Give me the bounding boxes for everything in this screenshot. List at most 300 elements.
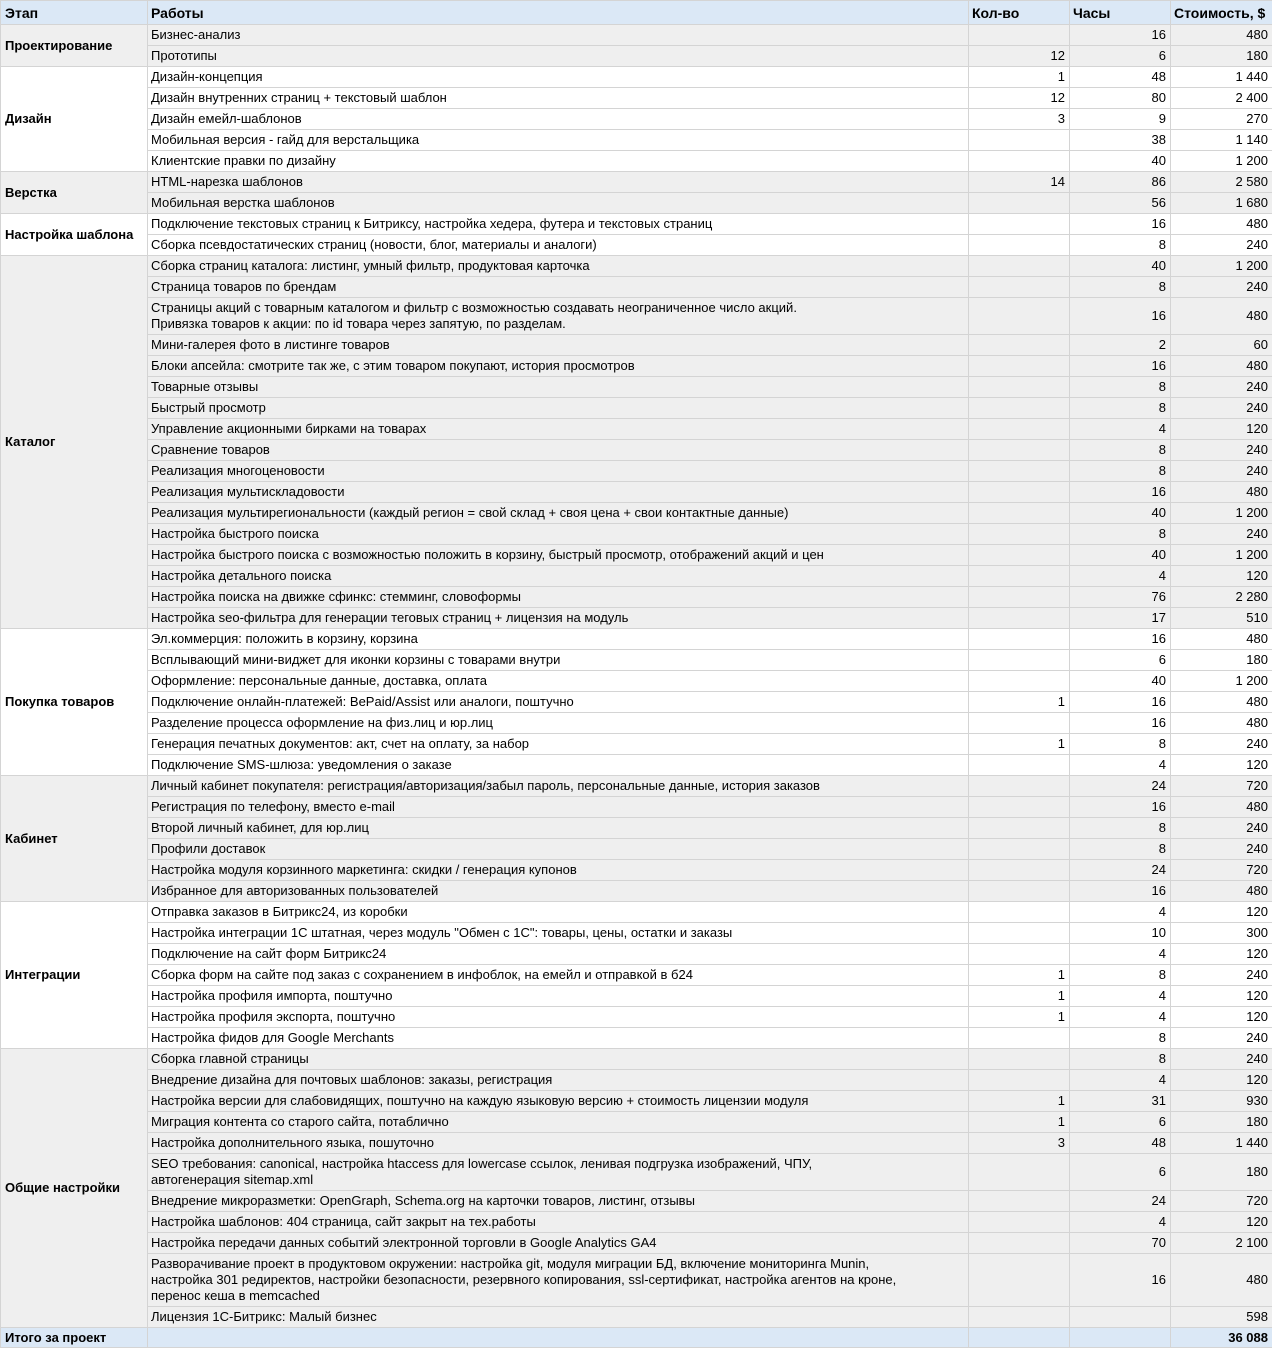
hours-cell: 6 (1070, 650, 1171, 671)
hours-cell: 4 (1070, 1212, 1171, 1233)
qty-cell (969, 881, 1070, 902)
cost-cell: 240 (1171, 277, 1272, 298)
table-row (1, 46, 1272, 67)
hours-cell: 40 (1070, 545, 1171, 566)
qty-cell (969, 545, 1070, 566)
table-row (1, 713, 1272, 734)
cost-cell: 120 (1171, 986, 1272, 1007)
work-cell: Товарные отзывы (148, 377, 969, 398)
hours-cell: 8 (1070, 235, 1171, 256)
table-row (1, 1254, 1272, 1307)
hours-cell: 16 (1070, 214, 1171, 235)
total-value: 36 088 (1171, 1328, 1272, 1348)
cost-cell: 480 (1171, 214, 1272, 235)
header-hours: Часы (1070, 1, 1171, 25)
cost-cell: 120 (1171, 1212, 1272, 1233)
work-cell: Сборка форм на сайте под заказ с сохранением в инфоблок, на емейл и отправкой в б24 (148, 965, 969, 986)
qty-cell: 1 (969, 67, 1070, 88)
table-row (1, 629, 1272, 650)
cost-cell: 1 440 (1171, 67, 1272, 88)
hours-cell: 24 (1070, 776, 1171, 797)
work-cell: Мобильная верстка шаблонов (148, 193, 969, 214)
table-row (1, 440, 1272, 461)
work-cell: SEO требования: canonical, настройка htaccess для lowercase ссылок, ленивая подгрузка изображений, ЧПУ, автогенерация sitemap.xml (148, 1154, 969, 1191)
table-row (1, 524, 1272, 545)
qty-cell: 3 (969, 1133, 1070, 1154)
work-cell: Второй личный кабинет, для юр.лиц (148, 818, 969, 839)
work-cell: Генерация печатных документов: акт, счет на оплату, за набор (148, 734, 969, 755)
table-row (1, 944, 1272, 965)
qty-cell (969, 1154, 1070, 1191)
cost-cell: 2 100 (1171, 1233, 1272, 1254)
cost-cell: 120 (1171, 755, 1272, 776)
table-row (1, 776, 1272, 797)
work-cell: Разворачивание проект в продуктовом окружении: настройка git, модуля миграции БД, включение мониторинга Munin, настройка 301 редиректов, настройки безопасности, резервного копирования, ssl-сертификат, настройка агентов на кроне, перенос кеша в memcached (148, 1254, 969, 1307)
cost-cell: 480 (1171, 629, 1272, 650)
hours-cell: 4 (1070, 1070, 1171, 1091)
qty-cell (969, 440, 1070, 461)
cost-cell: 720 (1171, 1191, 1272, 1212)
table-body (1, 25, 1272, 1328)
work-cell: Бизнес-анализ (148, 25, 969, 46)
table-row (1, 587, 1272, 608)
cost-cell: 240 (1171, 461, 1272, 482)
cost-cell: 1 200 (1171, 256, 1272, 277)
hours-cell: 4 (1070, 986, 1171, 1007)
table-row (1, 130, 1272, 151)
stage-cell: Каталог (1, 256, 148, 629)
hours-cell: 86 (1070, 172, 1171, 193)
table-row (1, 88, 1272, 109)
hours-cell: 4 (1070, 1007, 1171, 1028)
qty-cell (969, 1028, 1070, 1049)
qty-cell (969, 482, 1070, 503)
hours-cell: 40 (1070, 503, 1171, 524)
total-empty-qty (969, 1328, 1070, 1348)
stage-cell: Покупка товаров (1, 629, 148, 776)
hours-cell: 4 (1070, 566, 1171, 587)
hours-cell: 2 (1070, 335, 1171, 356)
table-row (1, 1091, 1272, 1112)
header-qty: Кол-во (969, 1, 1070, 25)
cost-cell: 240 (1171, 965, 1272, 986)
work-cell: Дизайн-концепция (148, 67, 969, 88)
table-row (1, 671, 1272, 692)
table-row (1, 298, 1272, 335)
qty-cell: 1 (969, 986, 1070, 1007)
qty-cell: 1 (969, 1007, 1070, 1028)
hours-cell: 4 (1070, 902, 1171, 923)
work-cell: Дизайн внутренних страниц + текстовый шаблон (148, 88, 969, 109)
hours-cell: 6 (1070, 1154, 1171, 1191)
hours-cell: 8 (1070, 440, 1171, 461)
hours-cell: 4 (1070, 944, 1171, 965)
cost-cell: 270 (1171, 109, 1272, 130)
qty-cell (969, 713, 1070, 734)
hours-cell (1070, 1307, 1171, 1328)
header-work: Работы (148, 1, 969, 25)
hours-cell: 48 (1070, 1133, 1171, 1154)
hours-cell: 16 (1070, 629, 1171, 650)
work-cell: Реализация мультирегиональности (каждый регион = свой склад + своя цена + свои контактные данные) (148, 503, 969, 524)
work-cell: Прототипы (148, 46, 969, 67)
hours-cell: 16 (1070, 692, 1171, 713)
qty-cell (969, 839, 1070, 860)
cost-cell: 480 (1171, 25, 1272, 46)
qty-cell (969, 130, 1070, 151)
hours-cell: 8 (1070, 524, 1171, 545)
table-row (1, 692, 1272, 713)
hours-cell: 16 (1070, 356, 1171, 377)
work-cell: Внедрение дизайна для почтовых шаблонов: заказы, регистрация (148, 1070, 969, 1091)
cost-cell: 180 (1171, 650, 1272, 671)
total-empty-work (148, 1328, 969, 1348)
cost-cell: 480 (1171, 298, 1272, 335)
qty-cell: 1 (969, 734, 1070, 755)
cost-cell: 120 (1171, 1007, 1272, 1028)
qty-cell (969, 335, 1070, 356)
table-row (1, 256, 1272, 277)
cost-cell: 2 280 (1171, 587, 1272, 608)
cost-cell: 1 200 (1171, 671, 1272, 692)
cost-cell: 300 (1171, 923, 1272, 944)
table-row (1, 482, 1272, 503)
hours-cell: 8 (1070, 398, 1171, 419)
work-cell: Настройка фидов для Google Merchants (148, 1028, 969, 1049)
hours-cell: 9 (1070, 109, 1171, 130)
table-row (1, 965, 1272, 986)
qty-cell (969, 377, 1070, 398)
work-cell: Настройка версии для слабовидящих, поштучно на каждую языковую версию + стоимость лицензии модуля (148, 1091, 969, 1112)
work-cell: Настройка передачи данных событий электронной торговли в Google Analytics GA4 (148, 1233, 969, 1254)
stage-cell: Общие настройки (1, 1049, 148, 1328)
work-cell: Сборка псевдостатических страниц (новости, блог, материалы и аналоги) (148, 235, 969, 256)
table-row (1, 755, 1272, 776)
cost-cell: 1 200 (1171, 545, 1272, 566)
qty-cell (969, 235, 1070, 256)
work-cell: Настройка профиля экспорта, поштучно (148, 1007, 969, 1028)
table-row (1, 151, 1272, 172)
work-cell: Сборка главной страницы (148, 1049, 969, 1070)
table-row (1, 503, 1272, 524)
qty-cell (969, 25, 1070, 46)
qty-cell (969, 902, 1070, 923)
table-row (1, 1154, 1272, 1191)
cost-cell: 60 (1171, 335, 1272, 356)
qty-cell (969, 151, 1070, 172)
table-row (1, 1028, 1272, 1049)
hours-cell: 16 (1070, 25, 1171, 46)
hours-cell: 4 (1070, 419, 1171, 440)
work-cell: Быстрый просмотр (148, 398, 969, 419)
work-cell: Настройка модуля корзинного маркетинга: скидки / генерация купонов (148, 860, 969, 881)
cost-cell: 480 (1171, 797, 1272, 818)
hours-cell: 8 (1070, 839, 1171, 860)
qty-cell (969, 566, 1070, 587)
hours-cell: 76 (1070, 587, 1171, 608)
work-cell: Настройка интеграции 1С штатная, через модуль "Обмен с 1С": товары, цены, остатки и заказы (148, 923, 969, 944)
cost-cell: 480 (1171, 713, 1272, 734)
work-cell: Реализация многоценовости (148, 461, 969, 482)
table-row (1, 986, 1272, 1007)
stage-cell: Кабинет (1, 776, 148, 902)
cost-cell: 2 580 (1171, 172, 1272, 193)
header-cost: Стоимость, $ (1171, 1, 1272, 25)
qty-cell (969, 860, 1070, 881)
cost-cell: 1 200 (1171, 503, 1272, 524)
work-cell: Блоки апсейла: смотрите так же, с этим товаром покупают, история просмотров (148, 356, 969, 377)
table-row (1, 1307, 1272, 1328)
cost-cell: 120 (1171, 902, 1272, 923)
cost-cell: 120 (1171, 566, 1272, 587)
work-cell: Клиентские правки по дизайну (148, 151, 969, 172)
cost-cell: 240 (1171, 839, 1272, 860)
cost-cell: 510 (1171, 608, 1272, 629)
hours-cell: 31 (1070, 1091, 1171, 1112)
work-cell: Миграция контента со старого сайта, потаблично (148, 1112, 969, 1133)
qty-cell (969, 461, 1070, 482)
work-cell: Настройка быстрого поиска с возможностью положить в корзину, быстрый просмотр, отображений акций и цен (148, 545, 969, 566)
hours-cell: 16 (1070, 482, 1171, 503)
qty-cell (969, 1254, 1070, 1307)
table-row (1, 923, 1272, 944)
cost-cell: 1 200 (1171, 151, 1272, 172)
hours-cell: 4 (1070, 755, 1171, 776)
qty-cell (969, 776, 1070, 797)
table-row (1, 860, 1272, 881)
hours-cell: 17 (1070, 608, 1171, 629)
work-cell: Внедрение микроразметки: OpenGraph, Schema.org на карточки товаров, листинг, отзывы (148, 1191, 969, 1212)
work-cell: Настройка поиска на движке сфинкс: стемминг, словоформы (148, 587, 969, 608)
cost-cell: 240 (1171, 1028, 1272, 1049)
qty-cell (969, 923, 1070, 944)
hours-cell: 6 (1070, 1112, 1171, 1133)
qty-cell: 1 (969, 1112, 1070, 1133)
hours-cell: 8 (1070, 1028, 1171, 1049)
work-cell: Дизайн емейл-шаблонов (148, 109, 969, 130)
qty-cell (969, 1233, 1070, 1254)
qty-cell (969, 608, 1070, 629)
qty-cell (969, 1049, 1070, 1070)
cost-cell: 480 (1171, 692, 1272, 713)
table-row (1, 277, 1272, 298)
cost-cell: 930 (1171, 1091, 1272, 1112)
stage-cell: Верстка (1, 172, 148, 214)
hours-cell: 8 (1070, 818, 1171, 839)
work-cell: HTML-нарезка шаблонов (148, 172, 969, 193)
hours-cell: 16 (1070, 713, 1171, 734)
work-cell: Страница товаров по брендам (148, 277, 969, 298)
work-cell: Подключение на сайт форм Битрикс24 (148, 944, 969, 965)
cost-cell: 480 (1171, 356, 1272, 377)
table-row (1, 650, 1272, 671)
cost-cell: 180 (1171, 46, 1272, 67)
cost-cell: 1 140 (1171, 130, 1272, 151)
table-row (1, 818, 1272, 839)
total-label: Итого за проект (1, 1328, 148, 1348)
header-row (1, 1, 1272, 25)
qty-cell (969, 419, 1070, 440)
table-row (1, 1133, 1272, 1154)
stage-cell: Интеграции (1, 902, 148, 1049)
stage-cell: Дизайн (1, 67, 148, 172)
qty-cell (969, 1307, 1070, 1328)
cost-cell: 120 (1171, 1070, 1272, 1091)
qty-cell (969, 214, 1070, 235)
table-row (1, 193, 1272, 214)
work-cell: Настройка дополнительного языка, пошуточно (148, 1133, 969, 1154)
table-row (1, 335, 1272, 356)
table-row (1, 172, 1272, 193)
table-row (1, 1112, 1272, 1133)
hours-cell: 8 (1070, 734, 1171, 755)
work-cell: Отправка заказов в Битрикс24, из коробки (148, 902, 969, 923)
table-row (1, 109, 1272, 130)
cost-cell: 720 (1171, 776, 1272, 797)
hours-cell: 8 (1070, 1049, 1171, 1070)
hours-cell: 80 (1070, 88, 1171, 109)
qty-cell: 12 (969, 46, 1070, 67)
work-cell: Мини-галерея фото в листинге товаров (148, 335, 969, 356)
qty-cell: 1 (969, 1091, 1070, 1112)
cost-cell: 240 (1171, 235, 1272, 256)
table-row (1, 734, 1272, 755)
work-cell: Разделение процесса оформление на физ.лиц и юр.лиц (148, 713, 969, 734)
table-row (1, 902, 1272, 923)
table-row (1, 839, 1272, 860)
qty-cell (969, 1212, 1070, 1233)
qty-cell (969, 944, 1070, 965)
hours-cell: 16 (1070, 881, 1171, 902)
table-row (1, 608, 1272, 629)
qty-cell (969, 1070, 1070, 1091)
work-cell: Избранное для авторизованных пользователей (148, 881, 969, 902)
cost-cell: 240 (1171, 1049, 1272, 1070)
total-empty-hours (1070, 1328, 1171, 1348)
work-cell: Профили доставок (148, 839, 969, 860)
stage-cell: Настройка шаблона (1, 214, 148, 256)
hours-cell: 70 (1070, 1233, 1171, 1254)
work-cell: Регистрация по телефону, вместо e-mail (148, 797, 969, 818)
cost-cell: 720 (1171, 860, 1272, 881)
hours-cell: 24 (1070, 1191, 1171, 1212)
qty-cell (969, 256, 1070, 277)
work-cell: Эл.коммерция: положить в корзину, корзина (148, 629, 969, 650)
table-row (1, 1049, 1272, 1070)
hours-cell: 8 (1070, 277, 1171, 298)
cost-cell: 180 (1171, 1112, 1272, 1133)
work-cell: Реализация мультискладовости (148, 482, 969, 503)
cost-cell: 240 (1171, 734, 1272, 755)
qty-cell (969, 797, 1070, 818)
work-cell: Оформление: персональные данные, доставка, оплата (148, 671, 969, 692)
work-cell: Сборка страниц каталога: листинг, умный фильтр, продуктовая карточка (148, 256, 969, 277)
cost-cell: 240 (1171, 818, 1272, 839)
work-cell: Мобильная версия - гайд для верстальщика (148, 130, 969, 151)
cost-cell: 180 (1171, 1154, 1272, 1191)
work-cell: Личный кабинет покупателя: регистрация/авторизация/забыл пароль, персональные данные, история заказов (148, 776, 969, 797)
table-row (1, 419, 1272, 440)
hours-cell: 40 (1070, 151, 1171, 172)
work-cell: Лицензия 1С-Битрикс: Малый бизнес (148, 1307, 969, 1328)
cost-cell: 1 680 (1171, 193, 1272, 214)
cost-cell: 240 (1171, 377, 1272, 398)
work-cell: Всплывающий мини-виджет для иконки корзины с товарами внутри (148, 650, 969, 671)
qty-cell (969, 755, 1070, 776)
hours-cell: 16 (1070, 298, 1171, 335)
table-row (1, 1233, 1272, 1254)
hours-cell: 6 (1070, 46, 1171, 67)
hours-cell: 10 (1070, 923, 1171, 944)
cost-cell: 1 440 (1171, 1133, 1272, 1154)
hours-cell: 38 (1070, 130, 1171, 151)
qty-cell (969, 398, 1070, 419)
cost-cell: 240 (1171, 524, 1272, 545)
qty-cell (969, 629, 1070, 650)
qty-cell (969, 1191, 1070, 1212)
table-row (1, 356, 1272, 377)
qty-cell (969, 356, 1070, 377)
work-cell: Страницы акций с товарным каталогом и фильтр с возможностью создавать неограниченное число акций. Привязка товаров к акции: по id товара через запятую, по разделам. (148, 298, 969, 335)
qty-cell (969, 277, 1070, 298)
qty-cell (969, 818, 1070, 839)
table-row (1, 881, 1272, 902)
work-cell: Сравнение товаров (148, 440, 969, 461)
qty-cell: 1 (969, 965, 1070, 986)
table-row (1, 1070, 1272, 1091)
hours-cell: 8 (1070, 965, 1171, 986)
stage-cell: Проектирование (1, 25, 148, 67)
qty-cell (969, 193, 1070, 214)
hours-cell: 40 (1070, 256, 1171, 277)
qty-cell: 12 (969, 88, 1070, 109)
table-row (1, 545, 1272, 566)
cost-cell: 240 (1171, 440, 1272, 461)
table-row (1, 566, 1272, 587)
hours-cell: 16 (1070, 797, 1171, 818)
table-row (1, 461, 1272, 482)
qty-cell: 1 (969, 692, 1070, 713)
table-row (1, 377, 1272, 398)
hours-cell: 16 (1070, 1254, 1171, 1307)
cost-cell: 480 (1171, 881, 1272, 902)
hours-cell: 8 (1070, 377, 1171, 398)
cost-cell: 598 (1171, 1307, 1272, 1328)
table-row (1, 1212, 1272, 1233)
cost-cell: 120 (1171, 944, 1272, 965)
work-cell: Подключение онлайн-платежей: BePaid/Assist или аналоги, поштучно (148, 692, 969, 713)
work-cell: Настройка детального поиска (148, 566, 969, 587)
table-row (1, 1191, 1272, 1212)
work-cell: Настройка seo-фильтра для генерации теговых страниц + лицензия на модуль (148, 608, 969, 629)
hours-cell: 8 (1070, 461, 1171, 482)
qty-cell (969, 298, 1070, 335)
qty-cell (969, 524, 1070, 545)
table-row (1, 398, 1272, 419)
table-row (1, 25, 1272, 46)
cost-cell: 480 (1171, 482, 1272, 503)
hours-cell: 24 (1070, 860, 1171, 881)
work-cell: Настройка профиля импорта, поштучно (148, 986, 969, 1007)
work-cell: Настройка быстрого поиска (148, 524, 969, 545)
table-row (1, 235, 1272, 256)
hours-cell: 56 (1070, 193, 1171, 214)
work-cell: Настройка шаблонов: 404 страница, сайт закрыт на тех.работы (148, 1212, 969, 1233)
cost-cell: 480 (1171, 1254, 1272, 1307)
header-stage: Этап (1, 1, 148, 25)
table-row (1, 214, 1272, 235)
table-row (1, 797, 1272, 818)
